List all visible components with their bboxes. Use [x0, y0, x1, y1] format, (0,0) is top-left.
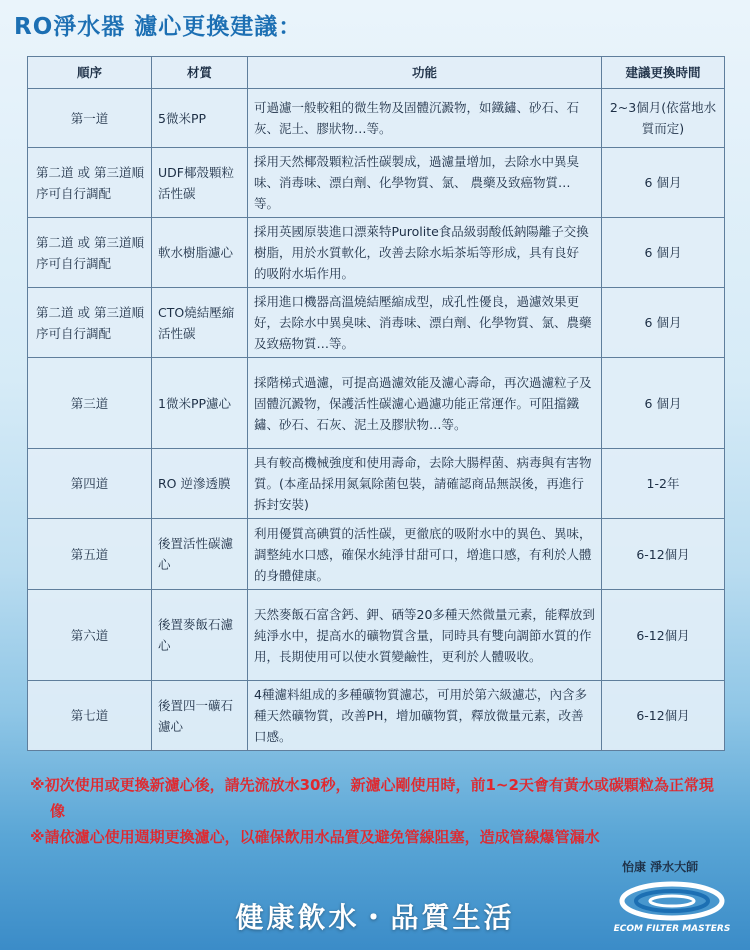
cell-function: 4種濾料組成的多種礦物質濾芯，可用於第六級濾芯，內含多種天然礦物質，改善PH，增加礦物質，釋放微量元素，改善口感。	[248, 681, 602, 751]
table-row	[28, 288, 725, 358]
table-row	[28, 449, 725, 519]
table-row	[28, 148, 725, 218]
cell-material: 1微米PP濾心	[152, 358, 248, 449]
cell-time: 6 個月	[602, 218, 725, 288]
cell-time: 6 個月	[602, 148, 725, 218]
cell-time: 6 個月	[602, 288, 725, 358]
cell-time: 6-12個月	[602, 519, 725, 590]
header-material: 材質	[152, 57, 248, 89]
cell-function: 具有較高機械強度和使用壽命，去除大腸桿菌、病毒與有害物質。(本產品採用氮氣除菌包裝，請確認商品無誤後，再進行拆封安裝)	[248, 449, 602, 519]
note-replacement-cycle: ※請依濾心使用週期更換濾心，以確保飲用水品質及避免管線阻塞，造成管線爆管漏水	[30, 828, 600, 846]
cell-material: RO 逆滲透膜	[152, 449, 248, 519]
cell-function: 採用天然椰殼顆粒活性碳製成，過濾量增加，去除水中異臭味、消毒味、漂白劑、化學物質、氯、 農藥及致癌物質…等。	[248, 148, 602, 218]
header-function: 功能	[248, 57, 602, 89]
cell-time: 6-12個月	[602, 590, 725, 681]
cell-material: 軟水樹脂濾心	[152, 218, 248, 288]
cell-order: 第四道	[28, 449, 152, 519]
notes-section	[30, 772, 720, 850]
cell-order: 第五道	[28, 519, 152, 590]
cell-order: 第一道	[28, 89, 152, 148]
cell-material: 後置四一礦石濾心	[152, 681, 248, 751]
cell-material: CTO燒結壓縮活性碳	[152, 288, 248, 358]
table-row	[28, 358, 725, 449]
brand-name: 怡康 淨水大師	[622, 860, 699, 874]
cell-time: 6-12個月	[602, 681, 725, 751]
slogan: 健康飲水・品質生活	[235, 901, 515, 934]
header-replacement-time: 建議更換時間	[602, 57, 725, 89]
table-row	[28, 590, 725, 681]
cell-order: 第二道 或 第三道順序可自行調配	[28, 218, 152, 288]
cell-order: 第二道 或 第三道順序可自行調配	[28, 288, 152, 358]
cell-function: 採階梯式過濾，可提高過濾效能及濾心壽命，再次過濾粒子及固體沉澱物，保護活性碳濾心過濾功能正常運作。可阻擋鐵鏽、砂石、石灰、泥土及膠狀物…等。	[248, 358, 602, 449]
cell-order: 第六道	[28, 590, 152, 681]
cell-function: 採用進口機器高溫燒結壓縮成型，成孔性優良，過濾效果更好，去除水中異臭味、消毒味、漂白劑、化學物質、氯、農藥及致癌物質…等。	[248, 288, 602, 358]
note-first-use: ※初次使用或更換新濾心後，請先流放水30秒，新濾心剛使用時，前1~2天會有黃水或碳顆粒為正常現像	[30, 776, 714, 820]
table-row	[28, 519, 725, 590]
table-row	[28, 89, 725, 148]
logo-text: ECOM FILTER MASTERS	[613, 924, 731, 934]
table-row	[28, 218, 725, 288]
header-order: 順序	[28, 57, 152, 89]
cell-time: 2~3個月(依當地水質而定)	[602, 89, 725, 148]
table-row	[28, 681, 725, 751]
cell-material: 5微米PP	[152, 89, 248, 148]
cell-function: 採用英國原裝進口漂萊特Purolite食品級弱酸低鈉陽離子交換樹脂，用於水質軟化，改善去除水垢茶垢等形成，具有良好 的吸附水垢作用。	[248, 218, 602, 288]
filter-replacement-table	[27, 56, 725, 751]
cell-function: 可過濾一般較粗的微生物及固體沉澱物，如鐵鏽、砂石、石灰、泥土、膠狀物…等。	[248, 89, 602, 148]
cell-order: 第二道 或 第三道順序可自行調配	[28, 148, 152, 218]
cell-time: 1-2年	[602, 449, 725, 519]
page-title: RO淨水器 濾心更換建議：	[14, 14, 303, 40]
cell-material: 後置麥飯石濾心	[152, 590, 248, 681]
cell-order: 第七道	[28, 681, 152, 751]
cell-material: 後置活性碳濾心	[152, 519, 248, 590]
cell-time: 6 個月	[602, 358, 725, 449]
cell-function: 利用優質高碘質的活性碳，更徹底的吸附水中的異色、異味，調整純水口感，確保水純淨甘甜可口，增進口感，有利於人體的身體健康。	[248, 519, 602, 590]
cell-function: 天然麥飯石富含鈣、鉀、硒等20多種天然微量元素，能釋放到純淨水中，提高水的礦物質含量，同時具有雙向調節水質的作用，長期使用可以使水質變鹼性，更利於人體吸收。	[248, 590, 602, 681]
table-header-row	[28, 57, 725, 89]
cell-order: 第三道	[28, 358, 152, 449]
cell-material: UDF椰殼顆粒活性碳	[152, 148, 248, 218]
